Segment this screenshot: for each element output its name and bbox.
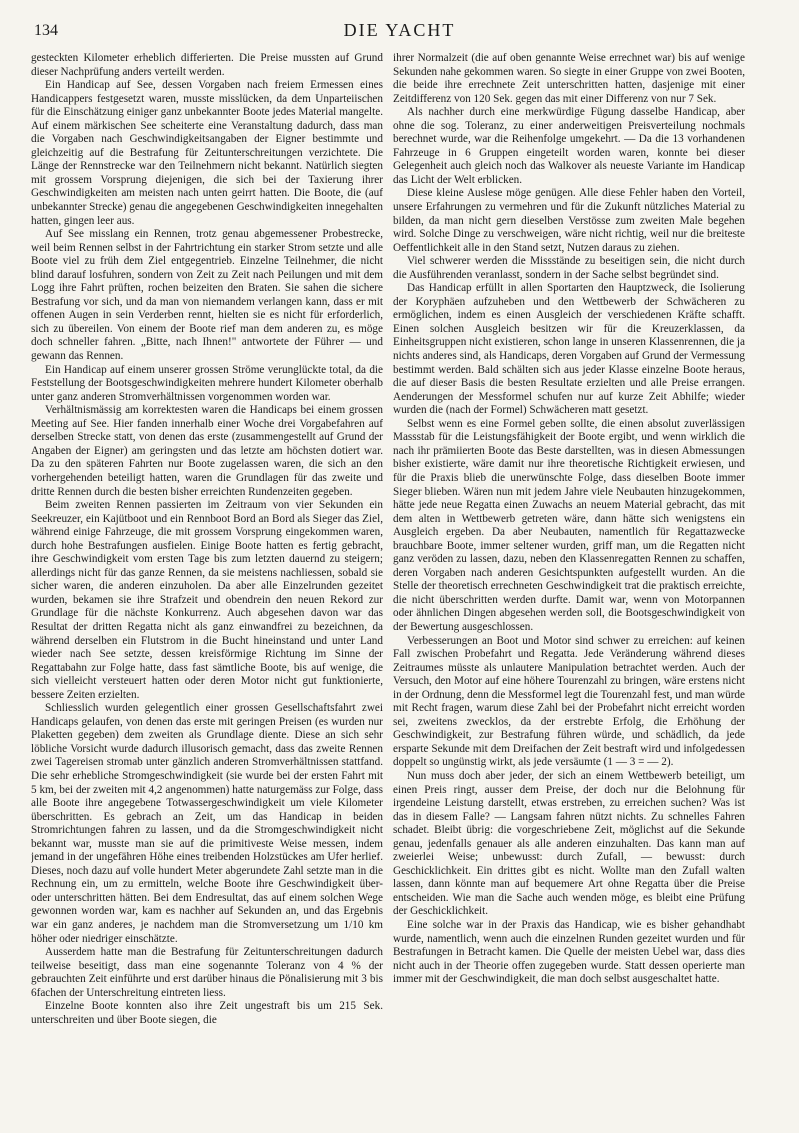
paragraph: Verhältnismässig am korrektesten waren die Handicaps bei einem grossen Meeting auf See. Hier fanden innerhalb einer Woche drei Vorgabefahren auf derselben Strecke statt, von denen das erste (zusammengestellt auf Grund der Angaben der Eigner) am geringsten und das letzte am höchsten dotiert war. Da zu den späteren Fahrten nur Boote zugelassen waren, die sich an den vorhergehenden beteiligt hatten, waren die Grundlagen für das zweite und dritte Rennen durch die besten bisher erreichten Rundenzeiten gegeben. bbox=[31, 404, 383, 498]
paragraph: Viel schwerer werden die Missstände zu beseitigen sein, die nicht durch die Ausführenden veranlasst, sondern in der Sache selbst begründet sind. bbox=[393, 255, 745, 281]
paragraph: Diese kleine Auslese möge genügen. Alle diese Fehler haben den Vorteil, unsere Erfahrungen zu vermehren und für die Zukunft nützliches Material zu bilden, da man nicht gern dieselben Verstösse zum zweiten Male begehen wird. Solche Dinge zu verschweigen, wäre nicht richtig, weil nur die breiteste Oeffentlichkeit alle in den Stand setzt, Nutzen daraus zu ziehen. bbox=[393, 187, 745, 254]
paragraph: Ein Handicap auf See, dessen Vorgaben nach freiem Ermessen eines Handicappers festgesetzt waren, musste misslücken, da dem Unparteiischen für die Einschätzung einiger ganz unbekannter Boote jedes Material mangelte. Auf einem märkischen See scheiterte eine Veranstaltung dadurch, dass man die Vorgaben nach Geschwindigkeitsangaben der Eigner bestimmte und gleichzeitig auf die Bestrafung für Zeitunterschreitungen verzichtete. Die Länge der Rennstrecke war den Teilnehmern nicht bekannt. Natürlich siegten mit grossem Vorsprung diejenigen, die sich bei der Taxierung ihrer Geschwindigkeiten am meisten nach unten geirrt hatten. Die Boote, die (auf unbekannter Strecke) genau die angegebenen Geschwindigkeiten innegehalten hatten, gingen leer aus. bbox=[31, 79, 383, 227]
paragraph: Selbst wenn es eine Formel geben sollte, die einen absolut zuverlässigen Massstab für die Leistungsfähigkeit der Boote ergibt, und wenn wirklich die nach ihr prämiierten Boote das Beste darstellten, was in diesen Abmessungen bisher existierte, wäre damit nur ihre theoretische Richtigkeit erwiesen, und für die Praxis blieb die unerwünschte Folge, dass dieselben Boote immer Sieger blieben. Wären nun mit jedem Jahre viele Neubauten hinzugekommen, hätte jede neue Regatta einen Zuwachs an neuem Material gebracht, das mit dem alten in Wettbewerb getreten wäre, dann hätte sich wenigstens ein Ausgleich ergeben. Da aber Neubauten, namentlich für Regattazwecke brauchbare Boote, immer seltener wurden, griff man, um die Regatten nicht ganz veröden zu lassen, dazu, neben den Klassenregatten Rennen zu schaffen, deren Vorgaben nach anderen Gesichtspunkten aufgestellt wurden. An die Stelle der theoretisch errechneten Geschwindigkeit trat die praktisch erreichte, die nicht überschritten werden durfte. Damit war, wenn von Motorpannen oder ähnlichen Dingen abgesehen werden soll, die Bootsgeschwindigkeit von der Bewertung ausgeschlossen. bbox=[393, 417, 745, 633]
paragraph: gesteckten Kilometer erheblich differierten. Die Preise mussten auf Grund dieser Nachprüfung anders verteilt werden. bbox=[31, 52, 383, 78]
paragraph: Das Handicap erfüllt in allen Sportarten den Hauptzweck, die Isolierung der Koryphäen aufzuheben und den Wettbewerb der Schwächeren zu ermöglichen, indem es einen Ausgleich der verschiedenen Kräfte schafft. Einen solchen Ausgleich besitzen wir für die Kreuzerklassen, da Einheitsgruppen nicht existieren, schon lange in unseren Klassenrennen, die ja nichts anderes sind, als Handicaps, deren Vorgaben auf Grund der Vermessung bestimmt werden. Bald schälten sich aus jeder Klasse einzelne Boote heraus, die auf dieser Basis die besten Resultate erzielten und alle Preise errangen. Aenderungen der Messformel schufen nur auf kurze Zeit Abhilfe; wieder wurden die (nach der Formel) Schwächeren matt gesetzt. bbox=[393, 282, 745, 417]
page-header bbox=[30, 14, 769, 42]
paragraph: Als nachher durch eine merkwürdige Fügung dasselbe Handicap, aber ohne die sog. Toleranz, zu einer anderweitigen Preisverteilung nochmals berechnet wurde, war die Reihenfolge umgekehrt. — Da die 13 vorhandenen Fahrzeuge in 6 Gruppen eingeteilt worden waren, konnte bei dieser Gelegenheit auch gleich noch das Walkover als neueste Variante im Handicap das Licht der Welt erblicken. bbox=[393, 106, 745, 186]
paragraph: Schliesslich wurden gelegentlich einer grossen Gesellschaftsfahrt zwei Handicaps gelaufen, von denen das erste mit geringen Preisen (es wurden nur Plaketten gegeben) dem zweiten als Grundlage diente. Diese an sich sehr löbliche Vorsicht wurde dadurch illusorisch gemacht, dass das zweite Rennen zwei Tagereisen stromab unter gänzlich anderen Stromverhältnissen stattfand. Die sehr erhebliche Stromgeschwindigkeit (sie wurde bei der ersten Fahrt mit 5 km, bei der zweiten mit 4,2 angenommen) hatte naturgemäss zur Folge, dass alle Boote ihre angegebene Totwassergeschwindigkeit um viele Kilometer überschritten. Es gebrach an Zeit, um das Handicap in beiden Stromrichtungen fahren zu lassen, und da die Stromgeschwindigkeit nicht bekannt war, musste man sie auf die primitiveste Weise messen, indem jemand in der ungefähren Höhe eines treibenden Holzstückes am Ufer herlief. Dieses, noch dazu auf volle hundert Meter abgerundete Zahl setzte man in die Rechnung ein, um zu ermitteln, welche Boote ihre Geschwindigkeit über- oder unterschritten hätten. Bei dem Endresultat, das auf einem solchen Wege gewonnen worden war, kam es nachher auf Sekunden an, und das Ergebnis war ein ganz anderes, je nachdem man die Stromversetzung um 1/10 km höher oder niedriger einschätzte. bbox=[31, 702, 383, 945]
paragraph: ihrer Normalzeit (die auf oben genannte Weise errechnet war) bis auf wenige Sekunden nahe gekommen waren. So siegte in einer Gruppe von zwei Booten, die beide ihre errechnete Zeit unterschritten hatten, dasjenige mit einer Zeitdifferenz von 120 Sek. gegen das mit einer Differenz von nur 7 Sek. bbox=[393, 52, 745, 105]
paragraph: Verbesserungen an Boot und Motor sind schwer zu erreichen: auf keinen Fall zwischen Probefahrt und Regatta. Jede Veränderung während dieses Zeitraumes müsste als unlautere Manipulation betrachtet werden. Auch der Versuch, den Motor auf eine höhere Tourenzahl zu bringen, wäre erstens nicht in der Ordnung, denn die Messformel legt die Tourenzahl fest, und man würde mit Recht fragen, warum diese Zahl bei der Probefahrt nicht erreicht worden sei, zweitens zwecklos, da der erstrebte Erfolg, die Erhöhung der Geschwindigkeit, zur Bestrafung führen würde, und schädlich, da jede ersparte Sekunde mit dem Dreifachen der Zeit bestraft wird und infolgedessen doppelt so ungünstig wirkt, als jede versäumte (1 — 3 = — 2). bbox=[393, 634, 745, 769]
paragraph: Ein Handicap auf einem unserer grossen Ströme verunglückte total, da die Feststellung der Bootsgeschwindigkeiten mehrere hundert Kilometer oberhalb unter ganz anderen Stromverhältnissen vorgenommen worden war. bbox=[31, 363, 383, 403]
paragraph: Eine solche war in der Praxis das Handicap, wie es bisher gehandhabt wurde, namentlich, wenn auch die einzelnen Runden gezeitet wurden und für Bestrafungen in Betracht kamen. Die Quelle der meisten Uebel war, dass dies nicht auch in der Theorie offen zugegeben wurde. Statt dessen operierte man immer mit der Geschwindigkeit, die man doch selbst ausgeschaltet hatte. bbox=[393, 919, 745, 986]
left-column bbox=[31, 52, 383, 1122]
paragraph: Einzelne Boote konnten also ihre Zeit ungestraft bis um 215 Sek. unterschreiten und über Boote siegen, die bbox=[31, 1000, 383, 1026]
paragraph: Auf See misslang ein Rennen, trotz genau abgemessener Probestrecke, weil beim Rennen selbst in der Fahrtrichtung ein starker Strom setzte und alle Boote viel zu früh dem Ziel entgegentrieb. Einzelne Teilnehmer, die nicht blind darauf losfuhren, sondern von Zeit zu Zeit nach Peilungen und mit dem Logg ihre Fahrt prüften, rochen beizeiten den Braten. Sie sahen die sichere Bestrafung vor sich, und da man von niemandem verlangen kann, dass er mit offenen Augen in sein Verderben rennt, hielten sie es nicht für erforderlich, sich zu übereilen. Von einem der Boote rief man dem anderen zu, es möge doch schneller fahren. „Bitte, nach Ihnen!" antwortete der Führer — und gewann das Rennen. bbox=[31, 228, 383, 363]
page-number: 134 bbox=[34, 22, 58, 39]
paragraph: Nun muss doch aber jeder, der sich an einem Wettbewerb beteiligt, um einen Preis ringt, ausser dem Preise, der doch nur die Belohnung für irgendeine Leistung darstellt, etwas erstreben, zu erreichen suchen? Was ist das in diesem Falle? — Langsam fahren nützt nichts. Zu schnelles Fahren schadet. Bleibt übrig: die vorgeschriebene Zeit, möglichst auf die Sekunde genau, jedenfalls genauer als alle anderen einzuhalten. Das kann man auf zweierlei Weise; unbewusst: durch Zufall, — bewusst: durch Geschicklichkeit. Ein drittes gibt es nicht. Wollte man den Zufall walten lassen, dann könnte man auf bequemere Art ohne Regatta über die Preise entscheiden. Wie man die Sache auch wenden möge, es bleibt eine Prüfung der Geschicklichkeit. bbox=[393, 769, 745, 918]
journal-title: DIE YACHT bbox=[343, 20, 456, 40]
paragraph: Beim zweiten Rennen passierten im Zeitraum von vier Sekunden ein Seekreuzer, ein Kajütboot und ein Rennboot Bord an Bord als Sieger das Ziel, während einige Fahrzeuge, die mit grossem Vorsprung eingekommen waren, durch hohe Bestrafungen ausfielen. Einige Boote hatten es fertig gebracht, ihre Geschwindigkeit vom ersten Tage bis zum letzten dauernd zu steigern; allerdings nicht für das ganze Rennen, da sie meistens nachliessen, sobald sie sicher waren, die anderen einzuholen. Da aber alle Einzelrunden gezeitet wurden, bekamen sie ihre Strafzeit und obendrein den neuen Rekord zur Grundlage für die nächste Konkurrenz. Auch abgesehen davon war das Resultat der dritten Regatta nicht als ganz einwandfrei zu bezeichnen, da während derselben ein Flutstrom in die Bucht hineinstand und unter Land wieder nach See setzte, dessen kreisförmige Richtung im Sinne der Regattabahn zur Folge hatte, dass fast sämtliche Boote, bis auf wenige, die sich vielleicht versteuert hatten oder deren Motor nicht gut funktionierte, bessere Zeiten erzielten. bbox=[31, 499, 383, 701]
paragraph: Ausserdem hatte man die Bestrafung für Zeitunterschreitungen dadurch teilweise beseitigt, dass man eine sogenannte Toleranz von 4 % der gebrauchten Zeit einführte und erst darüber hinaus die Pönalisierung mit 3 bis 6fachen der Unterschreitung eintreten liess. bbox=[31, 946, 383, 999]
right-column bbox=[393, 52, 745, 1122]
